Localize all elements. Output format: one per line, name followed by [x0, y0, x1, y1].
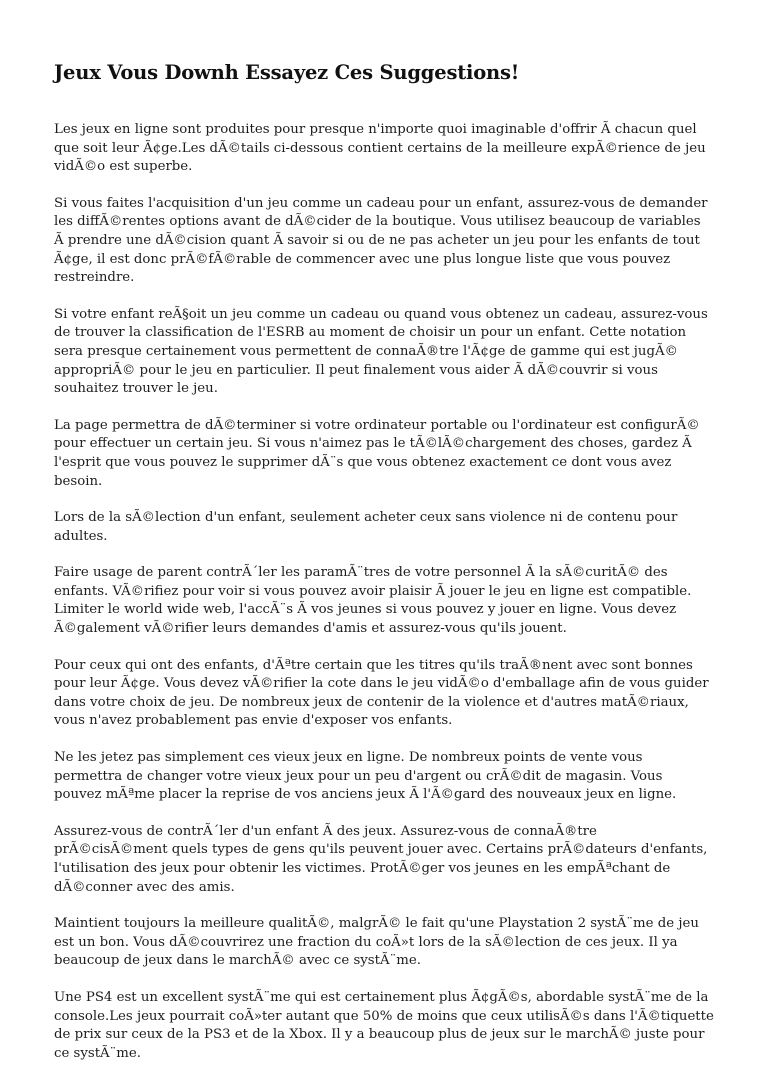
- paragraph-9: Assurez-vous de contrÃ´ler d'un enfant Ã des jeux. Assurez-vous de connaÃ®tre prÃ©cisÃ©ment quels types de gens qu'ils peuvent jouer avec. Certains prÃ©dateurs d'enfants, l'utilisation des jeux pour obtenir les victimes. ProtÃ©ger vos jeunes en les empÃªchant de dÃ©conner avec des amis.: [54, 823, 708, 895]
- paragraph-7: Pour ceux qui ont des enfants, d'Ãªtre certain que les titres qu'ils traÃ®nent avec sont bonnes pour leur Ã¢ge. Vous devez vÃ©rifier la cote dans le jeu vidÃ©o d'emballage afin de vous guider dans votre choix de jeu. De nombreux jeux de contenir de la violence et d'autres matÃ©riaux, vous n'avez probablement pas envie d'exposer vos enfants.: [54, 657, 709, 729]
- paragraph-8: Ne les jetez pas simplement ces vieux jeux en ligne. De nombreux points de vente vous permettra de changer votre vieux jeux pour un peu d'argent ou crÃ©dit de magasin. Vous pouvez mÃªme placer la reprise de vos anciens jeux Ã l'Ã©gard des nouveaux jeux en ligne.: [54, 750, 677, 803]
- paragraph-2: Si vous faites l'acquisition d'un jeu comme un cadeau pour un enfant, assurez-vous de demander les diffÃ©rentes options avant de dÃ©cider de la boutique. Vous utilisez beaucoup de variables Ã prendre une dÃ©cision quant Ã savoir si ou de ne pas acheter un jeu pour les enfants de tout Ã¢ge, il est donc prÃ©fÃ©rable de commencer avec une plus longue liste que vous pouvez restreindre.: [54, 195, 708, 286]
- paragraph-5: Lors de la sÃ©lection d'un enfant, seulement acheter ceux sans violence ni de contenu pour adultes.: [54, 510, 678, 544]
- paragraph-1: Les jeux en ligne sont produites pour presque n'importe quoi imaginable d'offrir Ã chacun quel que soit leur Ã¢ge.Les dÃ©tails ci-dessous contient certains de la meilleure expÃ©rience de jeu vidÃ©o est superbe.: [54, 122, 706, 175]
- paragraph-3: Si votre enfant reÃ§oit un jeu comme un cadeau ou quand vous obtenez un cadeau, assurez-vous de trouver la classification de l'ESRB au moment de choisir un pour un enfant. Cette notation sera presque certainement vous permettent de connaÃ®tre l'Ã¢ge de gamme qui est jugÃ© appropriÃ© pour le jeu en particulier. Il peut finalement vous aider Ã dÃ©couvrir si vous souhaitez trouver le jeu.: [54, 306, 708, 397]
- paragraph-4: La page permettra de dÃ©terminer si votre ordinateur portable ou l'ordinateur est configurÃ© pour effectuer un certain jeu. Si vous n'aimez pas le tÃ©lÃ©chargement des choses, gardez Ã l'esprit que vous pouvez le supprimer dÃ¨s que vous obtenez exactement ce dont vous avez besoin.: [54, 417, 700, 489]
- paragraph-11: Une PS4 est un excellent systÃ¨me qui est certainement plus Ã¢gÃ©s, abordable systÃ¨me de la console.Les jeux pourrait coÃ»ter autant que 50% de moins que ceux utilisÃ©s dans l'Ã©tiquette de prix sur ceux de la PS3 et de la Xbox. Il y a beaucoup plus de jeux sur le marchÃ© juste pour ce systÃ¨me.: [54, 989, 714, 1061]
- paragraph-6: Faire usage de parent contrÃ´ler les paramÃ¨tres de votre personnel Ã la sÃ©curitÃ© des enfants. VÃ©rifiez pour voir si vous pouvez avoir plaisir Ã jouer le jeu en ligne est compatible. Limiter le world wide web, l'accÃ¨s Ã vos jeunes si vous pouvez y jouer en ligne. Vous devez Ã©galement vÃ©rifier leurs demandes d'amis et assurez-vous qu'ils jouent.: [54, 565, 692, 637]
- page-title: Jeux Vous Downh Essayez Ces Suggestions!: [54, 61, 520, 84]
- paragraph-10: Maintient toujours la meilleure qualitÃ©, malgrÃ© le fait qu'une Playstation 2 systÃ¨me de jeu est un bon. Vous dÃ©couvrirez une fraction du coÃ»t lors de la sÃ©lection de ces jeux. Il ya beaucoup de jeux dans le marchÃ© avec ce systÃ¨me.: [54, 916, 699, 969]
